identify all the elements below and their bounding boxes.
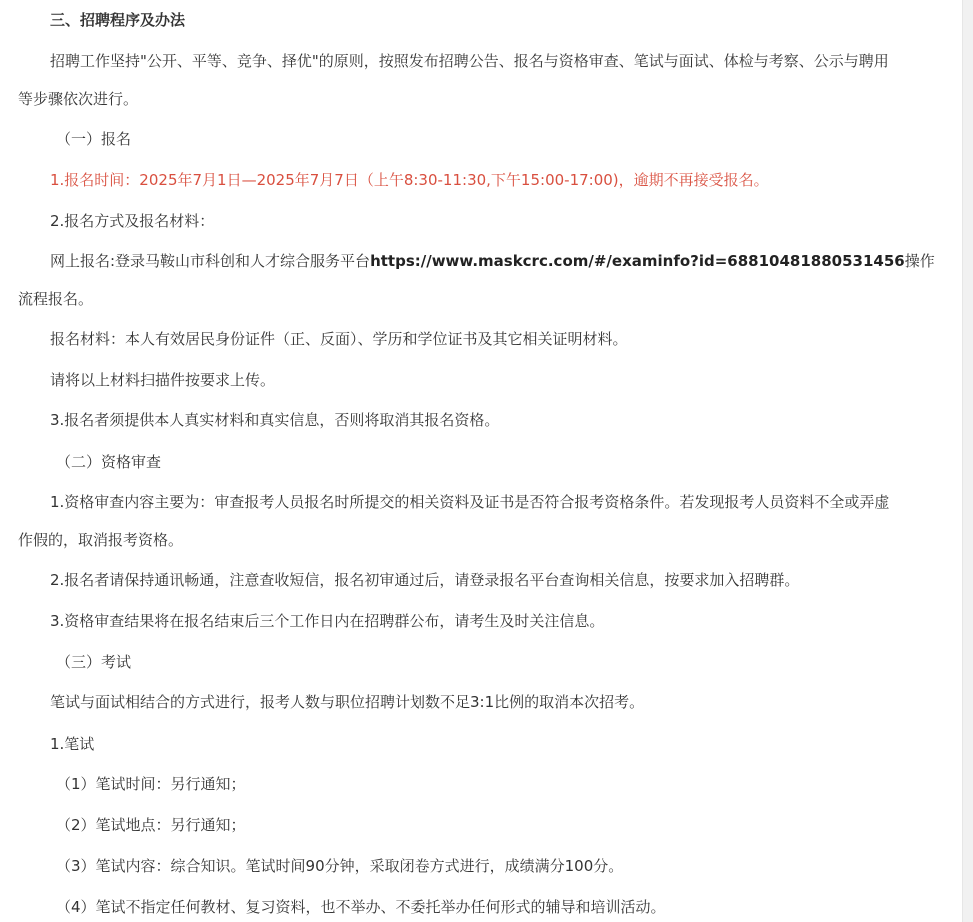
online-registration-line bbox=[50, 250, 935, 272]
upload-instruction: 请将以上材料扫描件按要求上传。 bbox=[50, 371, 276, 389]
online-registration-line-2: 流程报名。 bbox=[18, 290, 94, 308]
intro-line-1: 招聘工作坚持"公开、平等、竞争、择优"的原则，按照发布招聘公告、报名与资格审查、笔试与面试、体检与考察、公示与聘用 bbox=[50, 52, 889, 70]
written-exam-no-materials: （4）笔试不指定任何教材、复习资料，也不举办、不委托举办任何形式的辅导和培训活动。 bbox=[56, 898, 666, 916]
truthfulness-requirement: 3.报名者须提供本人真实材料和真实信息，否则将取消其报名资格。 bbox=[50, 411, 500, 429]
written-exam-content: （3）笔试内容：综合知识。笔试时间90分钟，采取闭卷方式进行，成绩满分100分。 bbox=[56, 857, 624, 875]
vertical-scrollbar[interactable] bbox=[962, 0, 973, 922]
registration-url-link[interactable]: https://www.maskcrc.com/#/examinfo?id=68810481880531456 bbox=[370, 252, 905, 270]
review-item-1-line-1: 1.资格审查内容主要为：审查报考人员报名时所提交的相关资料及证书是否符合报考资格条件。若发现报考人员资料不全或弄虚 bbox=[50, 493, 890, 511]
written-exam-time: （1）笔试时间：另行通知； bbox=[56, 775, 246, 793]
exam-description: 笔试与面试相结合的方式进行，报考人数与职位招聘计划数不足3:1比例的取消本次招考。 bbox=[50, 693, 645, 711]
review-item-2: 2.报名者请保持通讯畅通，注意查收短信，报名初审通过后，请登录报名平台查询相关信息，按要求加入招聘群。 bbox=[50, 571, 800, 589]
section-title: 三、招聘程序及办法 bbox=[50, 11, 186, 29]
review-item-1-line-2: 作假的，取消报考资格。 bbox=[18, 531, 184, 549]
intro-line-2: 等步骤依次进行。 bbox=[18, 90, 139, 108]
review-item-3: 3.资格审查结果将在报名结束后三个工作日内在招聘群公布，请考生及时关注信息。 bbox=[50, 612, 605, 630]
written-exam-location: （2）笔试地点：另行通知； bbox=[56, 816, 246, 834]
registration-materials: 报名材料：本人有效居民身份证件（正、反面）、学历和学位证书及其它相关证明材料。 bbox=[50, 330, 628, 348]
online-registration-suffix: 操作 bbox=[904, 252, 935, 270]
written-exam-title: 1.笔试 bbox=[50, 735, 95, 753]
sub1-title: （一）报名 bbox=[56, 130, 132, 148]
registration-method-title: 2.报名方式及报名材料： bbox=[50, 212, 215, 230]
sub3-title: （三）考试 bbox=[56, 653, 132, 671]
registration-time: 1.报名时间：2025年7月1日—2025年7月7日（上午8:30-11:30,下午15:00-17:00)，逾期不再接受报名。 bbox=[50, 171, 769, 189]
online-registration-prefix: 网上报名:登录马鞍山市科创和人才综合服务平台 bbox=[50, 252, 371, 270]
sub2-title: （二）资格审查 bbox=[56, 453, 162, 471]
